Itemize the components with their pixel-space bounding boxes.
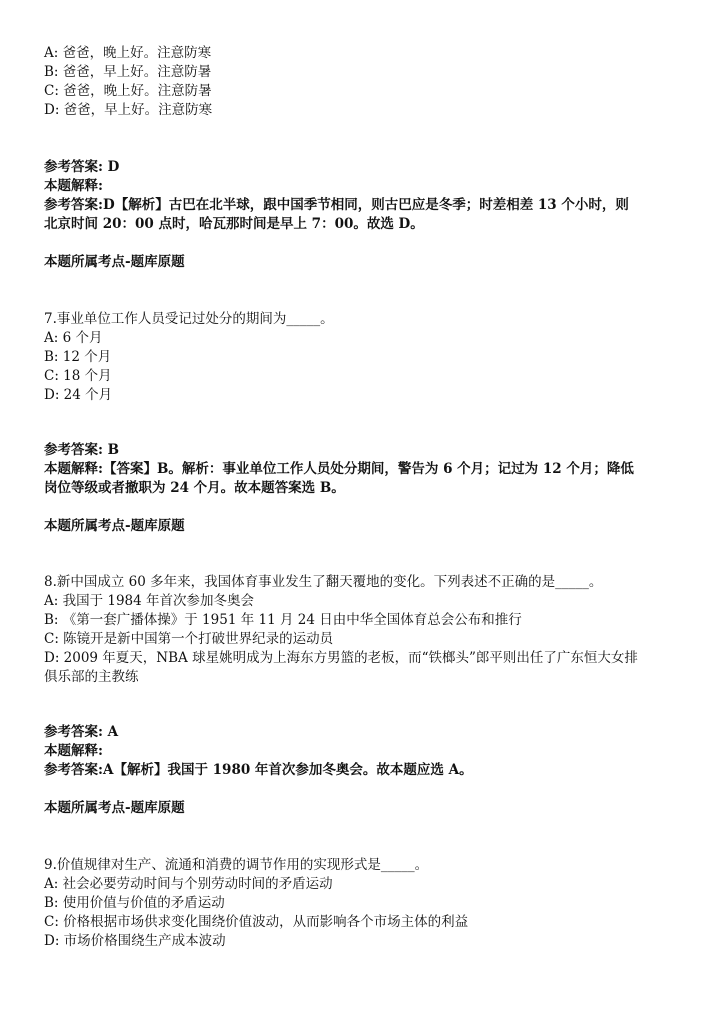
- q9-question: 9.价值规律对生产、流通和消费的调节作用的实现形式是_____。: [44, 857, 429, 873]
- q8-option-d: D: 2009 年夏天，NBA 球星姚明成为上海东方男篮的老板，而“铁榔头”郎平则出任了广东恒大女排: [44, 650, 638, 666]
- q6-explain-label: 本题解释:: [44, 178, 103, 194]
- q8-option-b: B: 《第一套广播体操》于 1951 年 11 月 24 日由中华全国体育总会公布和推行: [44, 612, 522, 628]
- q8-source: 本题所属考点-题库原题: [44, 800, 185, 816]
- q8-option-a: A: 我国于 1984 年首次参加冬奥会: [44, 593, 255, 609]
- q9-option-d: D: 市场价格围绕生产成本波动: [44, 933, 226, 949]
- q6-option-c: C: 爸爸，晚上好。注意防暑: [44, 83, 212, 99]
- q7-source: 本题所属考点-题库原题: [44, 518, 185, 534]
- q6-answer: 参考答案: D: [44, 159, 120, 175]
- q8-option-d-cont: 俱乐部的主教练: [44, 669, 139, 685]
- q8-question: 8.新中国成立 60 多年来，我国体育事业发生了翻天覆地的变化。下列表述不正确的是_____。: [44, 574, 603, 590]
- q9-option-c: C: 价格根据市场供求变化围绕价值波动，从而影响各个市场主体的利益: [44, 914, 469, 930]
- q6-explain-line-2: 北京时间 20：00 点时，哈瓦那时间是早上 7：00。故选 D。: [44, 216, 424, 232]
- q8-option-c: C: 陈镜开是新中国第一个打破世界纪录的运动员: [44, 631, 334, 647]
- q6-option-a: A: 爸爸，晚上好。注意防寒: [44, 45, 212, 61]
- q8-answer: 参考答案: A: [44, 724, 119, 740]
- q6-option-b: B: 爸爸，早上好。注意防暑: [44, 64, 212, 80]
- q7-option-a: A: 6 个月: [44, 330, 103, 346]
- q7-option-d: D: 24 个月: [44, 387, 113, 403]
- q7-explain-line-1: 本题解释:【答案】B。解析：事业单位工作人员处分期间，警告为 6 个月；记过为 12 个月；降低: [44, 461, 634, 477]
- q6-explain-line-1: 参考答案:D【解析】古巴在北半球，跟中国季节相同，则古巴应是冬季；时差相差 13 个小时，则: [44, 197, 629, 213]
- q8-explain-label: 本题解释:: [44, 743, 103, 759]
- q7-question: 7.事业单位工作人员受记过处分的期间为_____。: [44, 311, 334, 327]
- q8-explain-line-1: 参考答案:A【解析】我国于 1980 年首次参加冬奥会。故本题应选 A。: [44, 762, 473, 778]
- q7-option-b: B: 12 个月: [44, 349, 112, 365]
- q7-explain-line-2: 岗位等级或者撤职为 24 个月。故本题答案选 B。: [44, 480, 345, 496]
- q9-option-b: B: 使用价值与价值的矛盾运动: [44, 895, 225, 911]
- q9-option-a: A: 社会必要劳动时间与个别劳动时间的矛盾运动: [44, 876, 333, 892]
- q7-option-c: C: 18 个月: [44, 368, 112, 384]
- q7-answer: 参考答案: B: [44, 442, 120, 458]
- q6-option-d: D: 爸爸，早上好。注意防寒: [44, 102, 213, 118]
- q6-source: 本题所属考点-题库原题: [44, 254, 185, 270]
